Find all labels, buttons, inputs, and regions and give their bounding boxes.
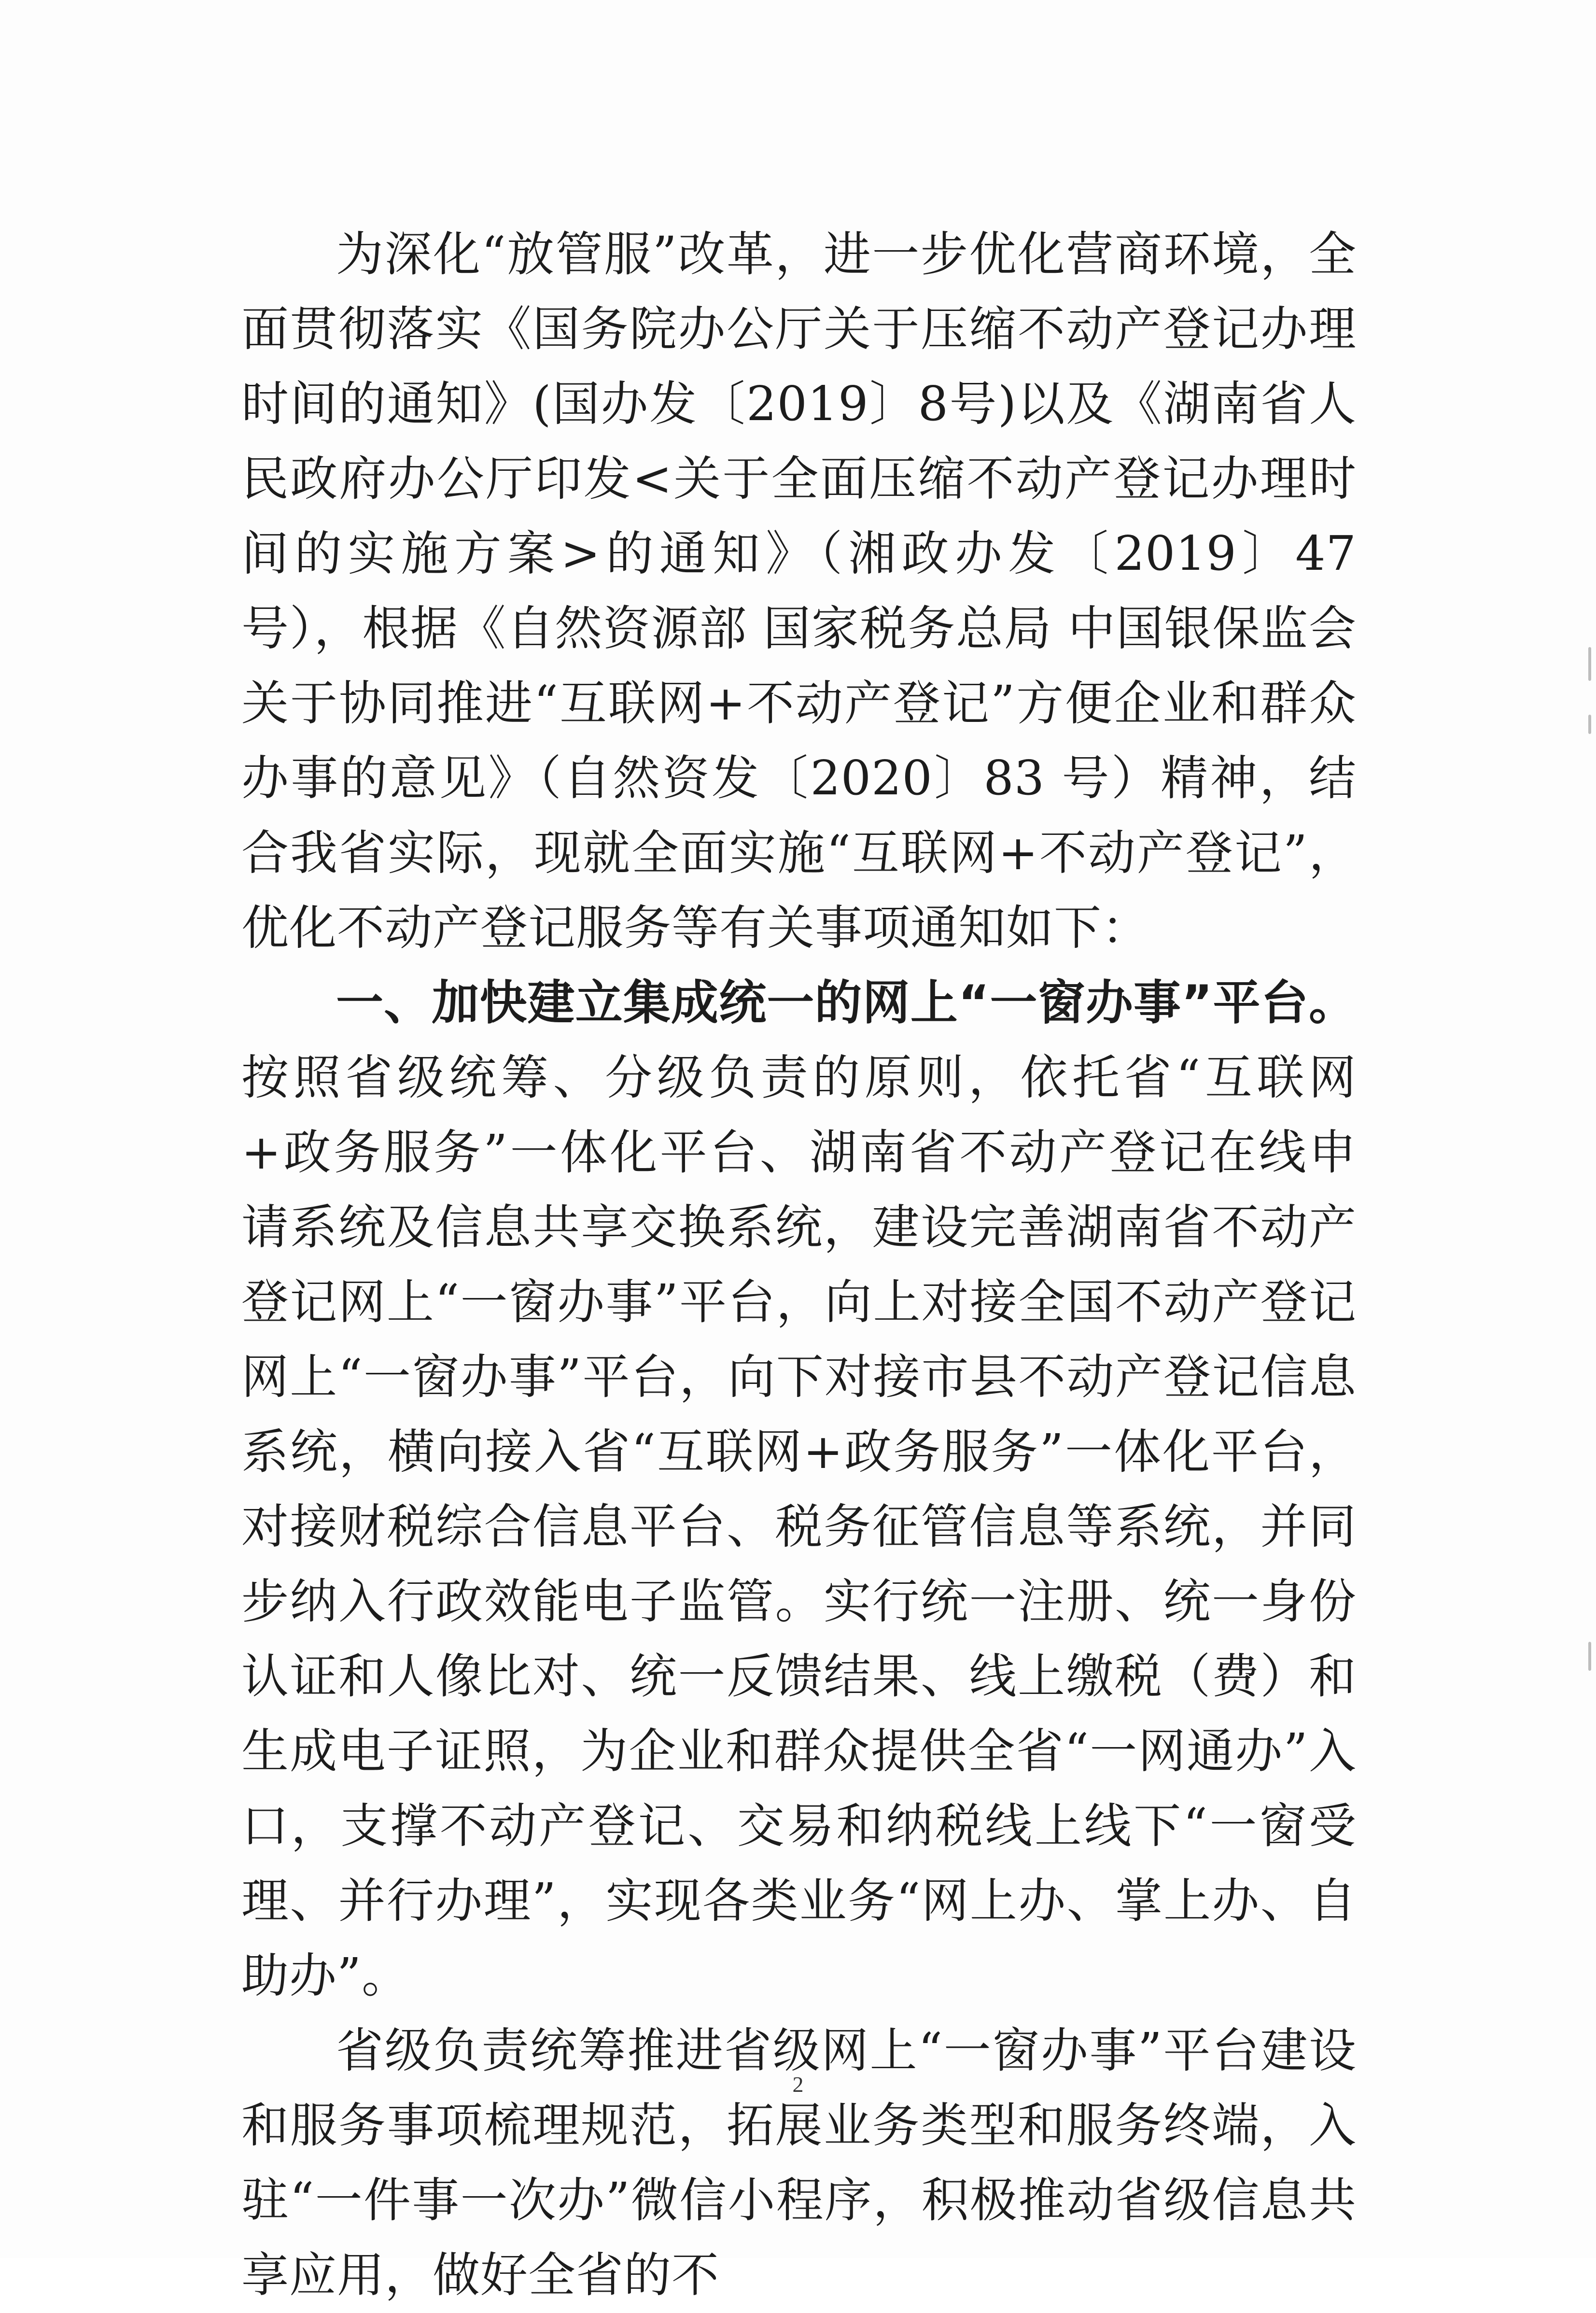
scan-edge-mark — [1588, 647, 1591, 681]
page-number: 2 — [792, 2072, 804, 2097]
scan-edge-mark — [1588, 1642, 1591, 1671]
provincial-duty-paragraph — [241, 2014, 1357, 2313]
section-1-body: 按照省级统筹、分级负责的原则，依托省“互联网+政务服务”一体化平台、湖南省不动产登记在线申请系统及信息共享交换系统，建设完善湖南省不动产登记网上“一窗办事”平台，向上对接全国不动产登记网上“一窗办事”平台，向下对接市县不动产登记信息系统，横向接入省“互联网+政务服务”一体化平台，对接财税综合信息平台、税务征管信息等系统，并同步纳入行政效能电子监管。实行统一注册、统一身份认证和人像比对、统一反馈结果、线上缴税（费）和生成电子证照，为企业和群众提供全省“一网通办”入口，支撑不动产登记、交易和纳税线上线下“一窗受理、并行办理”，实现各类业务“网上办、掌上办、自助办”。 — [241, 1050, 1357, 2003]
scan-edge-mark — [1588, 715, 1591, 734]
section-1-paragraph — [241, 966, 1357, 2014]
section-1-heading: 一、加快建立集成统一的网上“一窗办事”平台。 — [336, 975, 1357, 1030]
document-body — [241, 217, 1357, 2313]
intro-paragraph-text: 为深化“放管服”改革，进一步优化营商环境，全面贯彻落实《国务院办公厅关于压缩不动产登记办理时间的通知》(国办发〔2019〕8号)以及《湖南省人民政府办公厅印发<关于全面压缩不动产登记办理时间的实施方案>的通知》（湘政办发〔2019〕47号），根据《自然资源部 国家税务总局 中国银保监会关于协同推进“互联网+不动产登记”方便企业和群众办事的意见》（自然资发〔2020〕83 号）精神，结合我省实际，现就全面实施“互联网+不动产登记”，优化不动产登记服务等有关事项通知如下： — [241, 227, 1357, 956]
intro-paragraph — [241, 217, 1357, 966]
provincial-duty-text: 省级负责统筹推进省级网上“一窗办事”平台建设和服务事项梳理规范，拓展业务类型和服务终端，入驻“一件事一次办”微信小程序，积极推动省级信息共享应用，做好全省的不 — [241, 2023, 1357, 2303]
